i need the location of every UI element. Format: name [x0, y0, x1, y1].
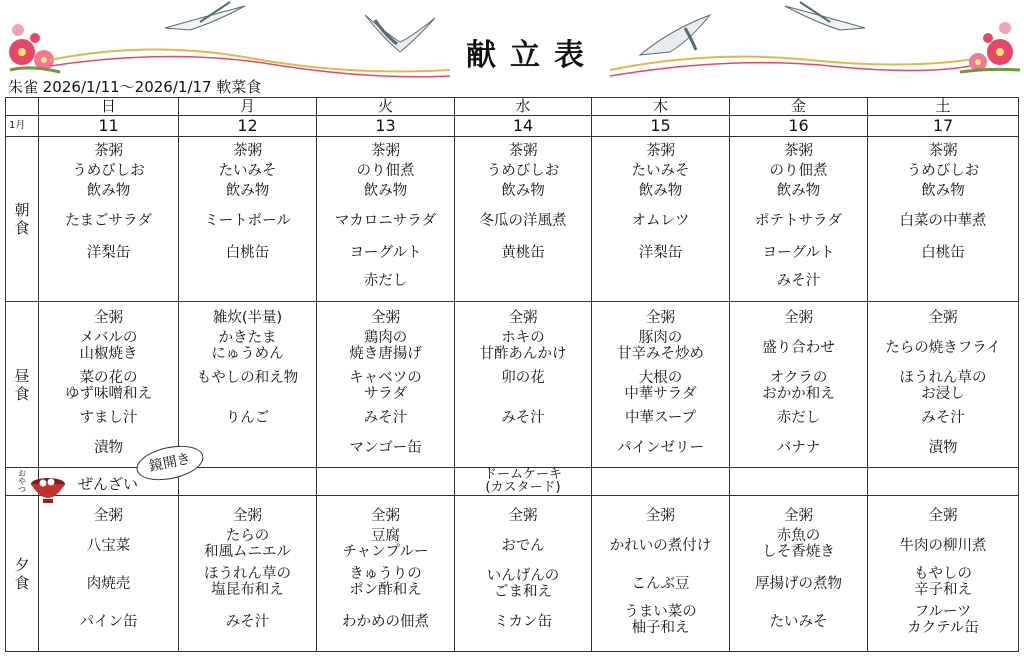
menu-item: ミカン缶: [494, 614, 552, 630]
menu-item: 全粥: [646, 310, 675, 326]
menu-item: 中華スープ: [624, 410, 697, 426]
menu-cell: [730, 302, 868, 468]
menu-item: 黄桃缶: [501, 245, 545, 261]
menu-item: 茶粥: [233, 143, 262, 159]
menu-cell: [39, 496, 179, 652]
crane-icon: [160, 0, 250, 34]
menu-cell: [39, 137, 179, 302]
menu-item: たいみそ: [218, 163, 277, 179]
menu-item: 飲み物: [921, 183, 965, 199]
menu-item: 雑炊(半量): [212, 310, 283, 326]
kagami-biraki-badge: 鏡開き: [133, 440, 206, 485]
menu-cell: [455, 496, 592, 652]
menu-item: 茶粥: [508, 143, 538, 159]
menu-item: もやしの 辛子和え: [914, 566, 972, 598]
menu-item: 全粥: [928, 310, 958, 326]
menu-cell: [317, 137, 455, 302]
menu-cell: [317, 302, 455, 468]
menu-item: ヨーグルト: [349, 245, 422, 261]
snack-cell: [868, 468, 1019, 496]
menu-item: 大根の 中華サラダ: [624, 370, 697, 402]
menu-item: 赤魚の しそ香焼き: [762, 528, 835, 560]
menu-item: 茶粥: [371, 143, 400, 159]
menu-item: みそ汁: [501, 410, 545, 426]
menu-cell: [455, 302, 592, 468]
header: [0, 0, 1024, 96]
menu-item: 飲み物: [501, 183, 545, 199]
menu-item: 茶粥: [784, 143, 813, 159]
corner-cell: [6, 98, 39, 116]
menu-item: 全粥: [784, 508, 813, 524]
menu-item: 白桃缶: [225, 245, 270, 261]
meal-label-lunch: 昼 食: [6, 302, 39, 468]
menu-item: ほうれん草の お浸し: [899, 370, 987, 402]
weekday-cell: 日: [39, 98, 179, 116]
menu-item: いんげんの ごま和え: [486, 568, 560, 600]
page-title: 献立表: [466, 38, 598, 73]
menu-cell: [179, 496, 317, 652]
menu-item: 洋梨缶: [86, 245, 131, 261]
date-cell: 15: [592, 116, 730, 137]
menu-cell: [39, 302, 179, 468]
date-cell: 14: [455, 116, 592, 137]
date-cell: 16: [730, 116, 868, 137]
menu-item: 茶粥: [94, 143, 123, 159]
menu-item: 白桃缶: [921, 245, 965, 261]
menu-item: 茶粥: [646, 143, 675, 159]
menu-cell: [592, 137, 730, 302]
menu-cell: [317, 496, 455, 652]
weekday-cell: 木: [592, 98, 730, 116]
snack-cell: [179, 468, 317, 496]
menu-cell: [179, 137, 317, 302]
meal-label-breakfast: 朝 食: [6, 137, 39, 302]
menu-item: フルーツ カクテル缶: [907, 604, 979, 636]
menu-item: オクラの おかか和え: [762, 370, 835, 402]
menu-item: 全粥: [508, 508, 538, 524]
menu-item: 漬物: [94, 440, 123, 456]
weekday-cell: 金: [730, 98, 868, 116]
menu-item: 牛肉の柳川煮: [899, 538, 987, 554]
weekday-cell: 水: [455, 98, 592, 116]
menu-item: 全粥: [371, 508, 400, 524]
menu-item: たまごサラダ: [65, 213, 152, 229]
menu-item: ホキの 甘酢あんかけ: [479, 330, 567, 362]
menu-item: 飲み物: [363, 183, 408, 199]
menu-item: 鶏肉の 焼き唐揚げ: [349, 330, 422, 362]
date-row: [6, 116, 1019, 137]
dinner-row: [6, 496, 1019, 652]
zenzai-bowl-icon: [30, 472, 66, 506]
menu-item: 洋梨缶: [638, 245, 683, 261]
menu-item: オムレツ: [631, 213, 690, 229]
menu-item: キャベツの サラダ: [349, 370, 422, 402]
menu-item: 全粥: [371, 310, 400, 326]
menu-item: バナナ: [776, 440, 821, 456]
weekday-cell: 月: [179, 98, 317, 116]
menu-cell: [868, 496, 1019, 652]
menu-cell: [592, 496, 730, 652]
menu-item: かれいの煮付け: [609, 538, 712, 554]
menu-item: 飲み物: [638, 183, 683, 199]
menu-item: 盛り合わせ: [762, 340, 835, 356]
menu-item: うめびしお: [72, 163, 145, 179]
menu-cell: [592, 302, 730, 468]
menu-item: 全粥: [646, 508, 675, 524]
date-cell: 12: [179, 116, 317, 137]
menu-item: 全粥: [233, 508, 262, 524]
snack-cell: [592, 468, 730, 496]
crane-icon: [780, 0, 870, 34]
menu-cell: [730, 137, 868, 302]
menu-item: たらの焼きフライ: [885, 340, 1001, 356]
menu-item: のり佃煮: [356, 163, 415, 179]
menu-item: 全粥: [784, 310, 813, 326]
date-cell: 11: [39, 116, 179, 137]
menu-item: 飲み物: [776, 183, 821, 199]
menu-item: 全粥: [94, 508, 123, 524]
menu-item: こんぶ豆: [631, 576, 690, 592]
menu-cell: [868, 302, 1019, 468]
menu-item: 卯の花: [501, 370, 545, 386]
menu-item: うめびしお: [906, 163, 980, 179]
weekday-row: [6, 98, 1019, 116]
menu-item: みそ汁: [776, 273, 821, 289]
weekday-cell: 火: [317, 98, 455, 116]
menu-item: 飲み物: [86, 183, 131, 199]
menu-item: きゅうりの ポン酢和え: [349, 566, 422, 598]
menu-item: ミートボール: [204, 213, 291, 229]
menu-item: 豚肉の 甘辛みそ炒め: [617, 330, 704, 362]
menu-item: たいみそ: [631, 163, 690, 179]
menu-item: ヨーグルト: [762, 245, 835, 261]
menu-item: 豆腐 チャンプルー: [342, 528, 429, 560]
ribbon-icon: [610, 30, 980, 80]
menu-cell: [868, 137, 1019, 302]
breakfast-row: [6, 137, 1019, 302]
menu-item: わかめの佃煮: [342, 614, 429, 630]
weekday-cell: 土: [868, 98, 1019, 116]
snack-cell: [730, 468, 868, 496]
page-subtitle: 朱雀 2026/1/11〜2026/1/17 軟菜食: [8, 78, 262, 96]
menu-item: ほうれん草の 塩昆布和え: [204, 566, 291, 598]
menu-item: 菜の花の ゆず味噌和え: [65, 370, 152, 402]
menu-item: パイン缶: [79, 614, 138, 630]
plum-flower-icon: [950, 10, 1022, 80]
menu-item: 白菜の中華煮: [899, 213, 987, 229]
menu-item: 全粥: [94, 310, 123, 326]
crane-icon: [355, 10, 445, 60]
menu-item: 冬瓜の洋風煮: [479, 213, 567, 229]
lunch-row: [6, 302, 1019, 468]
menu-item: みそ汁: [363, 410, 408, 426]
menu-item: たいみそ: [769, 614, 828, 630]
menu-item: うめびしお: [486, 163, 560, 179]
menu-item: 漬物: [928, 440, 958, 456]
menu-item: 厚揚げの煮物: [755, 576, 842, 592]
menu-item: 全粥: [508, 310, 538, 326]
menu-item: すまし汁: [79, 410, 138, 426]
menu-item: みそ汁: [225, 614, 270, 630]
menu-item: かきたま にゅうめん: [211, 330, 284, 362]
menu-item: うまい菜の 柚子和え: [624, 604, 697, 636]
menu-item: 八宝菜: [86, 538, 131, 554]
menu-item: 茶粥: [928, 143, 958, 159]
date-cell: 13: [317, 116, 455, 137]
menu-cell: [179, 302, 317, 468]
meal-label-snack: お や つ: [6, 468, 39, 496]
menu-item: みそ汁: [921, 410, 965, 426]
menu-item: 赤だし: [776, 410, 821, 426]
menu-item: ポテトサラダ: [755, 213, 842, 229]
meal-label-dinner: 夕 食: [6, 496, 39, 652]
menu-item: パインゼリー: [617, 440, 704, 456]
menu-item: 肉焼売: [86, 576, 131, 592]
menu-item: おでん: [501, 538, 545, 554]
menu-item: マンゴー缶: [349, 440, 422, 456]
menu-table: [5, 97, 1019, 652]
menu-item: たらの 和風ムニエル: [204, 528, 291, 560]
menu-item: のり佃煮: [769, 163, 828, 179]
snack-cell: [317, 468, 455, 496]
menu-item: 全粥: [928, 508, 958, 524]
menu-cell: [455, 137, 592, 302]
menu-item: メバルの 山椒焼き: [79, 330, 138, 362]
menu-item: もやしの和え物: [196, 370, 299, 386]
menu-item: りんご: [225, 410, 270, 426]
snack-zenzai: ぜんざい: [78, 475, 139, 493]
menu-item: マカロニサラダ: [334, 213, 437, 229]
month-label: 1月: [6, 116, 39, 137]
menu-cell: [730, 496, 868, 652]
menu-item: 赤だし: [363, 273, 408, 289]
snack-cell: ドームケーキ (カスタード): [455, 468, 592, 496]
date-cell: 17: [868, 116, 1019, 137]
menu-item: 飲み物: [225, 183, 270, 199]
